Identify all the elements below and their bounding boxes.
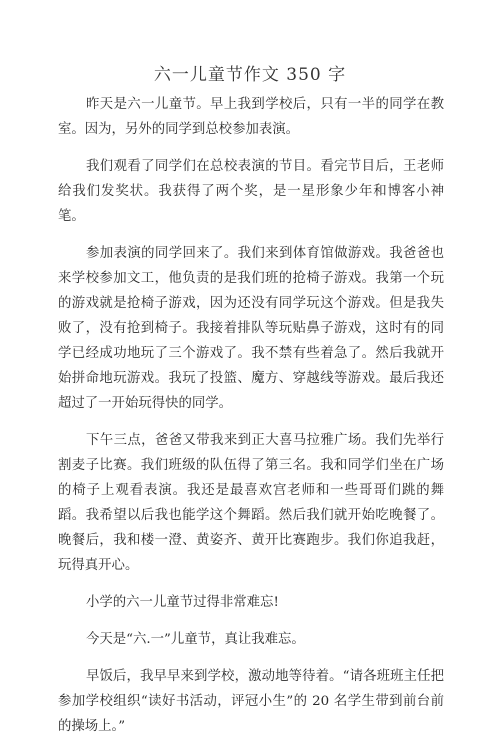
- paragraph: 昨天是六一儿童节。早上我到学校后，只有一半的同学在教室。因为，另外的同学到总校参加表演。: [58, 97, 444, 137]
- document-body: [58, 92, 444, 739]
- paragraph: 我们观看了同学们在总校表演的节目。看完节目后，王老师给我们发奖状。我获得了两个奖，是一星形象少年和博客小神笔。: [58, 159, 444, 224]
- paragraph: 参加表演的同学回来了。我们来到体育馆做游戏。我爸爸也来学校参加文工，他负责的是我们班的抢椅子游戏。我第一个玩的游戏就是抢椅子游戏，因为还没有同学玩这个游戏。但是我失败了，没有抢到椅子。我接着排队等玩贴鼻子游戏，这时有的同学已经成功地玩了三个游戏了。我不禁有些着急了。然后我就开始拼命地玩游戏。我玩了投篮、魔方、穿越线等游戏。最后我还超过了一开始玩得快的同学。: [58, 246, 444, 411]
- document-title: 六一儿童节作文 350 字: [153, 65, 347, 85]
- paragraph: 小学的六一儿童节过得非常难忘!: [86, 595, 279, 610]
- paragraph: 下午三点，爸爸又带我来到正大喜马拉雅广场。我们先举行割麦子比赛。我们班级的队伍得了第三名。我和同学们坐在广场的椅子上观看表演。我还是最喜欢宫老师和一些哥哥们跳的舞蹈。我希望以后我也能学这个舞蹈。然后我们就开始吃晚餐了。晚餐后，我和楼一澄、黄姿齐、黄开比赛跑步。我们你追我赶，玩得真开心。: [58, 433, 444, 573]
- paragraph: 早饭后，我早早来到学校，激动地等待着。“请各班班主任把参加学校组织“读好书活动，评冠小生”的 20 名学生带到前台前的操场上。”: [58, 669, 444, 734]
- paragraph: 今天是“六.一”儿童节，真让我难忘。: [86, 632, 305, 647]
